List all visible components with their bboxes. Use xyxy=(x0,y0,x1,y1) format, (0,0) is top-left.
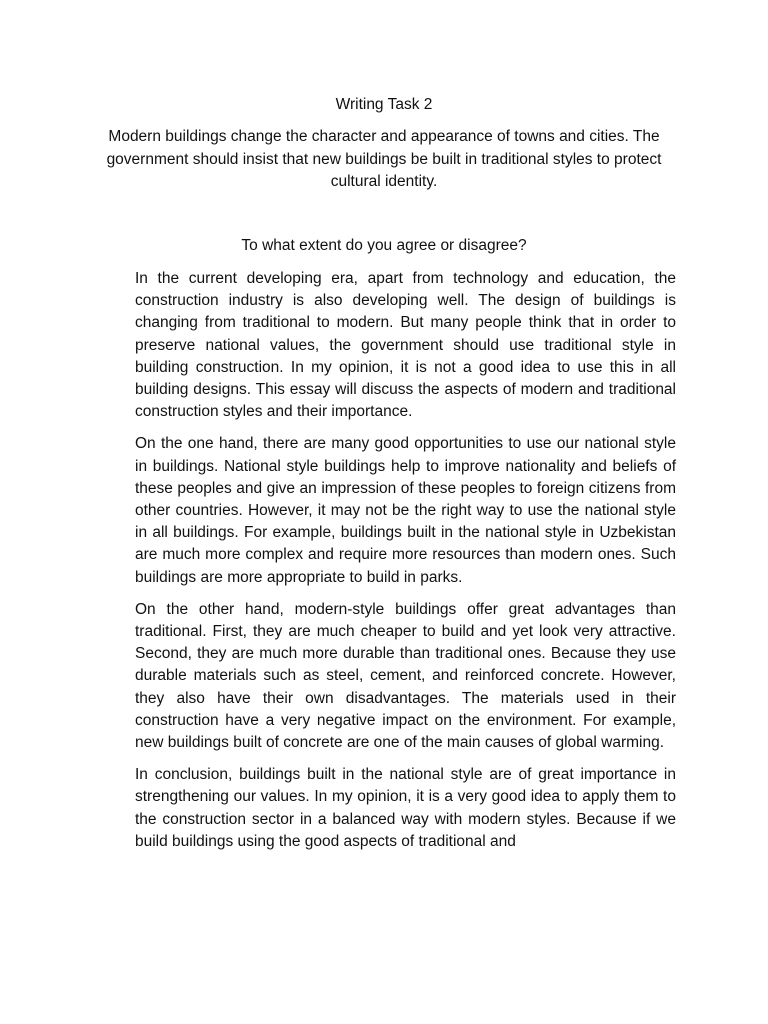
task-prompt: Modern buildings change the character and appearance of towns and cities. The government should insist that new buildings be built in traditional styles to protect cultural identity. xyxy=(106,128,662,190)
essay-paragraph-modern-style: On the other hand, modern-style buildings offer great advantages than traditional. First, they are much cheaper to build and yet look very attractive. Second, they are much more durable than traditional ones. Because they use durable materials such as steel, cement, and reinforced concrete. However, they also have their own disadvantages. The materials used in their construction have a very negative impact on the environment. For example, new buildings built of concrete are one of the main causes of global warming. xyxy=(135,600,676,752)
essay-body xyxy=(135,268,676,863)
essay-paragraph-conclusion: In conclusion, buildings built in the national style are of great importance in strengthening our values. In my opinion, it is a very good idea to apply them to the construction sector in a balanced way with modern styles. Because if we build buildings using the good aspects of traditional and xyxy=(135,766,676,850)
task-question: To what extent do you agree or disagree? xyxy=(241,237,527,254)
document-title: Writing Task 2 xyxy=(335,96,433,113)
essay-paragraph-national-style: On the one hand, there are many good opportunities to use our national style in buildings. National style buildings help to improve nationality and beliefs of these peoples and give an impression of these peoples to foreign citizens from other countries. However, it may not be the right way to use the national style in all buildings. For example, buildings built in the national style in Uzbekistan are much more complex and require more resources than modern ones. Such buildings are more appropriate to build in parks. xyxy=(135,435,676,586)
essay-paragraph-intro: In the current developing era, apart from technology and education, the construction industry is also developing well. The design of buildings is changing from traditional to modern. But many people think that in order to preserve national values, the government should use traditional style in building construction. In my opinion, it is not a good idea to use this in all building designs. This essay will discuss the aspects of modern and traditional construction styles and their importance. xyxy=(135,270,676,421)
